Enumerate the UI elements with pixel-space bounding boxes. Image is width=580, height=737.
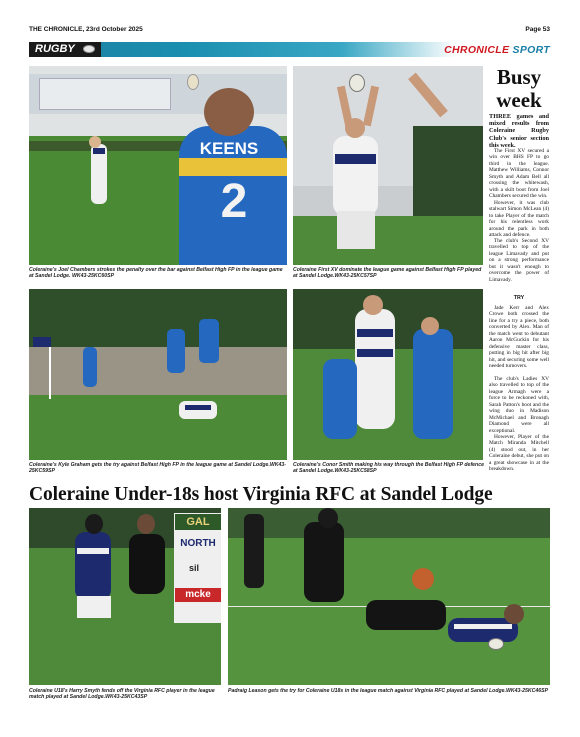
jersey-number: 2	[220, 175, 248, 228]
story-title	[486, 66, 552, 112]
logo-sport: SPORT	[512, 44, 550, 56]
story-para-3: The club's Second XV travelled to top of the league Limavady and put on a strong performance but it wasn't enough to overcome the power of Limavady.	[489, 238, 549, 283]
section-tab: RUGBY	[29, 42, 101, 57]
photo-penalty-kick	[29, 66, 287, 265]
story-title-line-2: week	[496, 88, 542, 112]
story-subhead: TRY	[513, 295, 525, 301]
jersey-sponsor-text: KEENS	[199, 139, 259, 158]
story-lead: THREE games and mixed results from Coleraine Rugby Club's senior section this week.	[489, 113, 549, 149]
story-title-line-1: Busy	[496, 65, 542, 89]
main-headline: Coleraine Under-18s host Virginia RFC at Sandel Lodge	[29, 484, 493, 505]
page-date: THE CHRONICLE, 23rd October 2025	[29, 26, 143, 33]
story-para-1: The First XV secured a win over BHS FP to go third in the league. Matthew Williams, Connor Smyth and Adam Bell all crossing the whitewash, with a skilt boot from Joel Chambers secured the win.	[489, 148, 549, 200]
photo-u18-try	[228, 508, 550, 685]
caption-photo-2: Coleraine First XV dominate the league game against Belfast High FP played at Sandel Lodge.WK43-25KC57SP	[293, 267, 482, 280]
caption-photo-1: Coleraine's Joel Chambers strokes the penalty over the bar against Belfast High FP in the league game at Sandel Lodge. WK43-25KC60SP	[29, 267, 283, 280]
signage-2: NORTH	[180, 538, 216, 549]
photo-try-scored	[29, 289, 287, 460]
logo-main: CHRONICLE	[444, 44, 510, 56]
caption-photo-5: Coleraine U18's Harry Smyth fends off the Virginia RFC player in the league match played at Sandel Lodge.WK43-25KC43SP	[29, 688, 215, 701]
caption-photo-4: Coleraine's Conor Smith making his way through the Belfast High FP defence at Sandel Lodge.WK43-25KC58SP	[293, 462, 484, 475]
photo-lineout-catch	[293, 66, 483, 265]
photo-breaking-defence	[293, 289, 483, 460]
story-para-6: However, Player of the Match Miranda Mitchell (4) stood out, in her Coleraine debut, she put on a great showcase in at the breakdown.	[489, 434, 549, 473]
story-para-2: However, it was club stalwart Simon McLean (4) to take Player of the match for his relentless work around the park in both attack and defence.	[489, 200, 549, 239]
signage-4: mcke	[175, 588, 221, 602]
rugby-ball-icon	[83, 45, 95, 53]
story-para-5: The club's Ladies XV also travelled to top of the league Armagh were a force to be reckoned with, Sarah Patton's boot and the wing duo in Madison McMichael and Bronagh Diamond were all exceptional.	[489, 376, 549, 434]
signage-1: GAL	[175, 514, 221, 530]
caption-photo-6: Padraig Leason gets the try for Coleraine U18s in the league match against Virginia RFC played at Sandel Lodge.WK43-25KC46SP	[228, 688, 549, 694]
signage-3: sil	[189, 563, 200, 573]
story-para-4: Jade Kerr and Alex Crowe both crossed the line for a try a piece, both converted by Alex. Man of the match went to debutant Aaron McGuckin for his defensive master class, putting in big hit after big hit, and securing some well needed turnovers.	[489, 305, 549, 370]
page-number: Page 53	[525, 26, 550, 33]
caption-photo-3: Coleraine's Kyle Graham gets the try against Belfast High FP in the league game at Sandel Lodge.WK43-25KC59SP	[29, 462, 287, 475]
photo-u18-fend	[29, 508, 221, 685]
chronicle-sport-logo	[444, 43, 550, 57]
